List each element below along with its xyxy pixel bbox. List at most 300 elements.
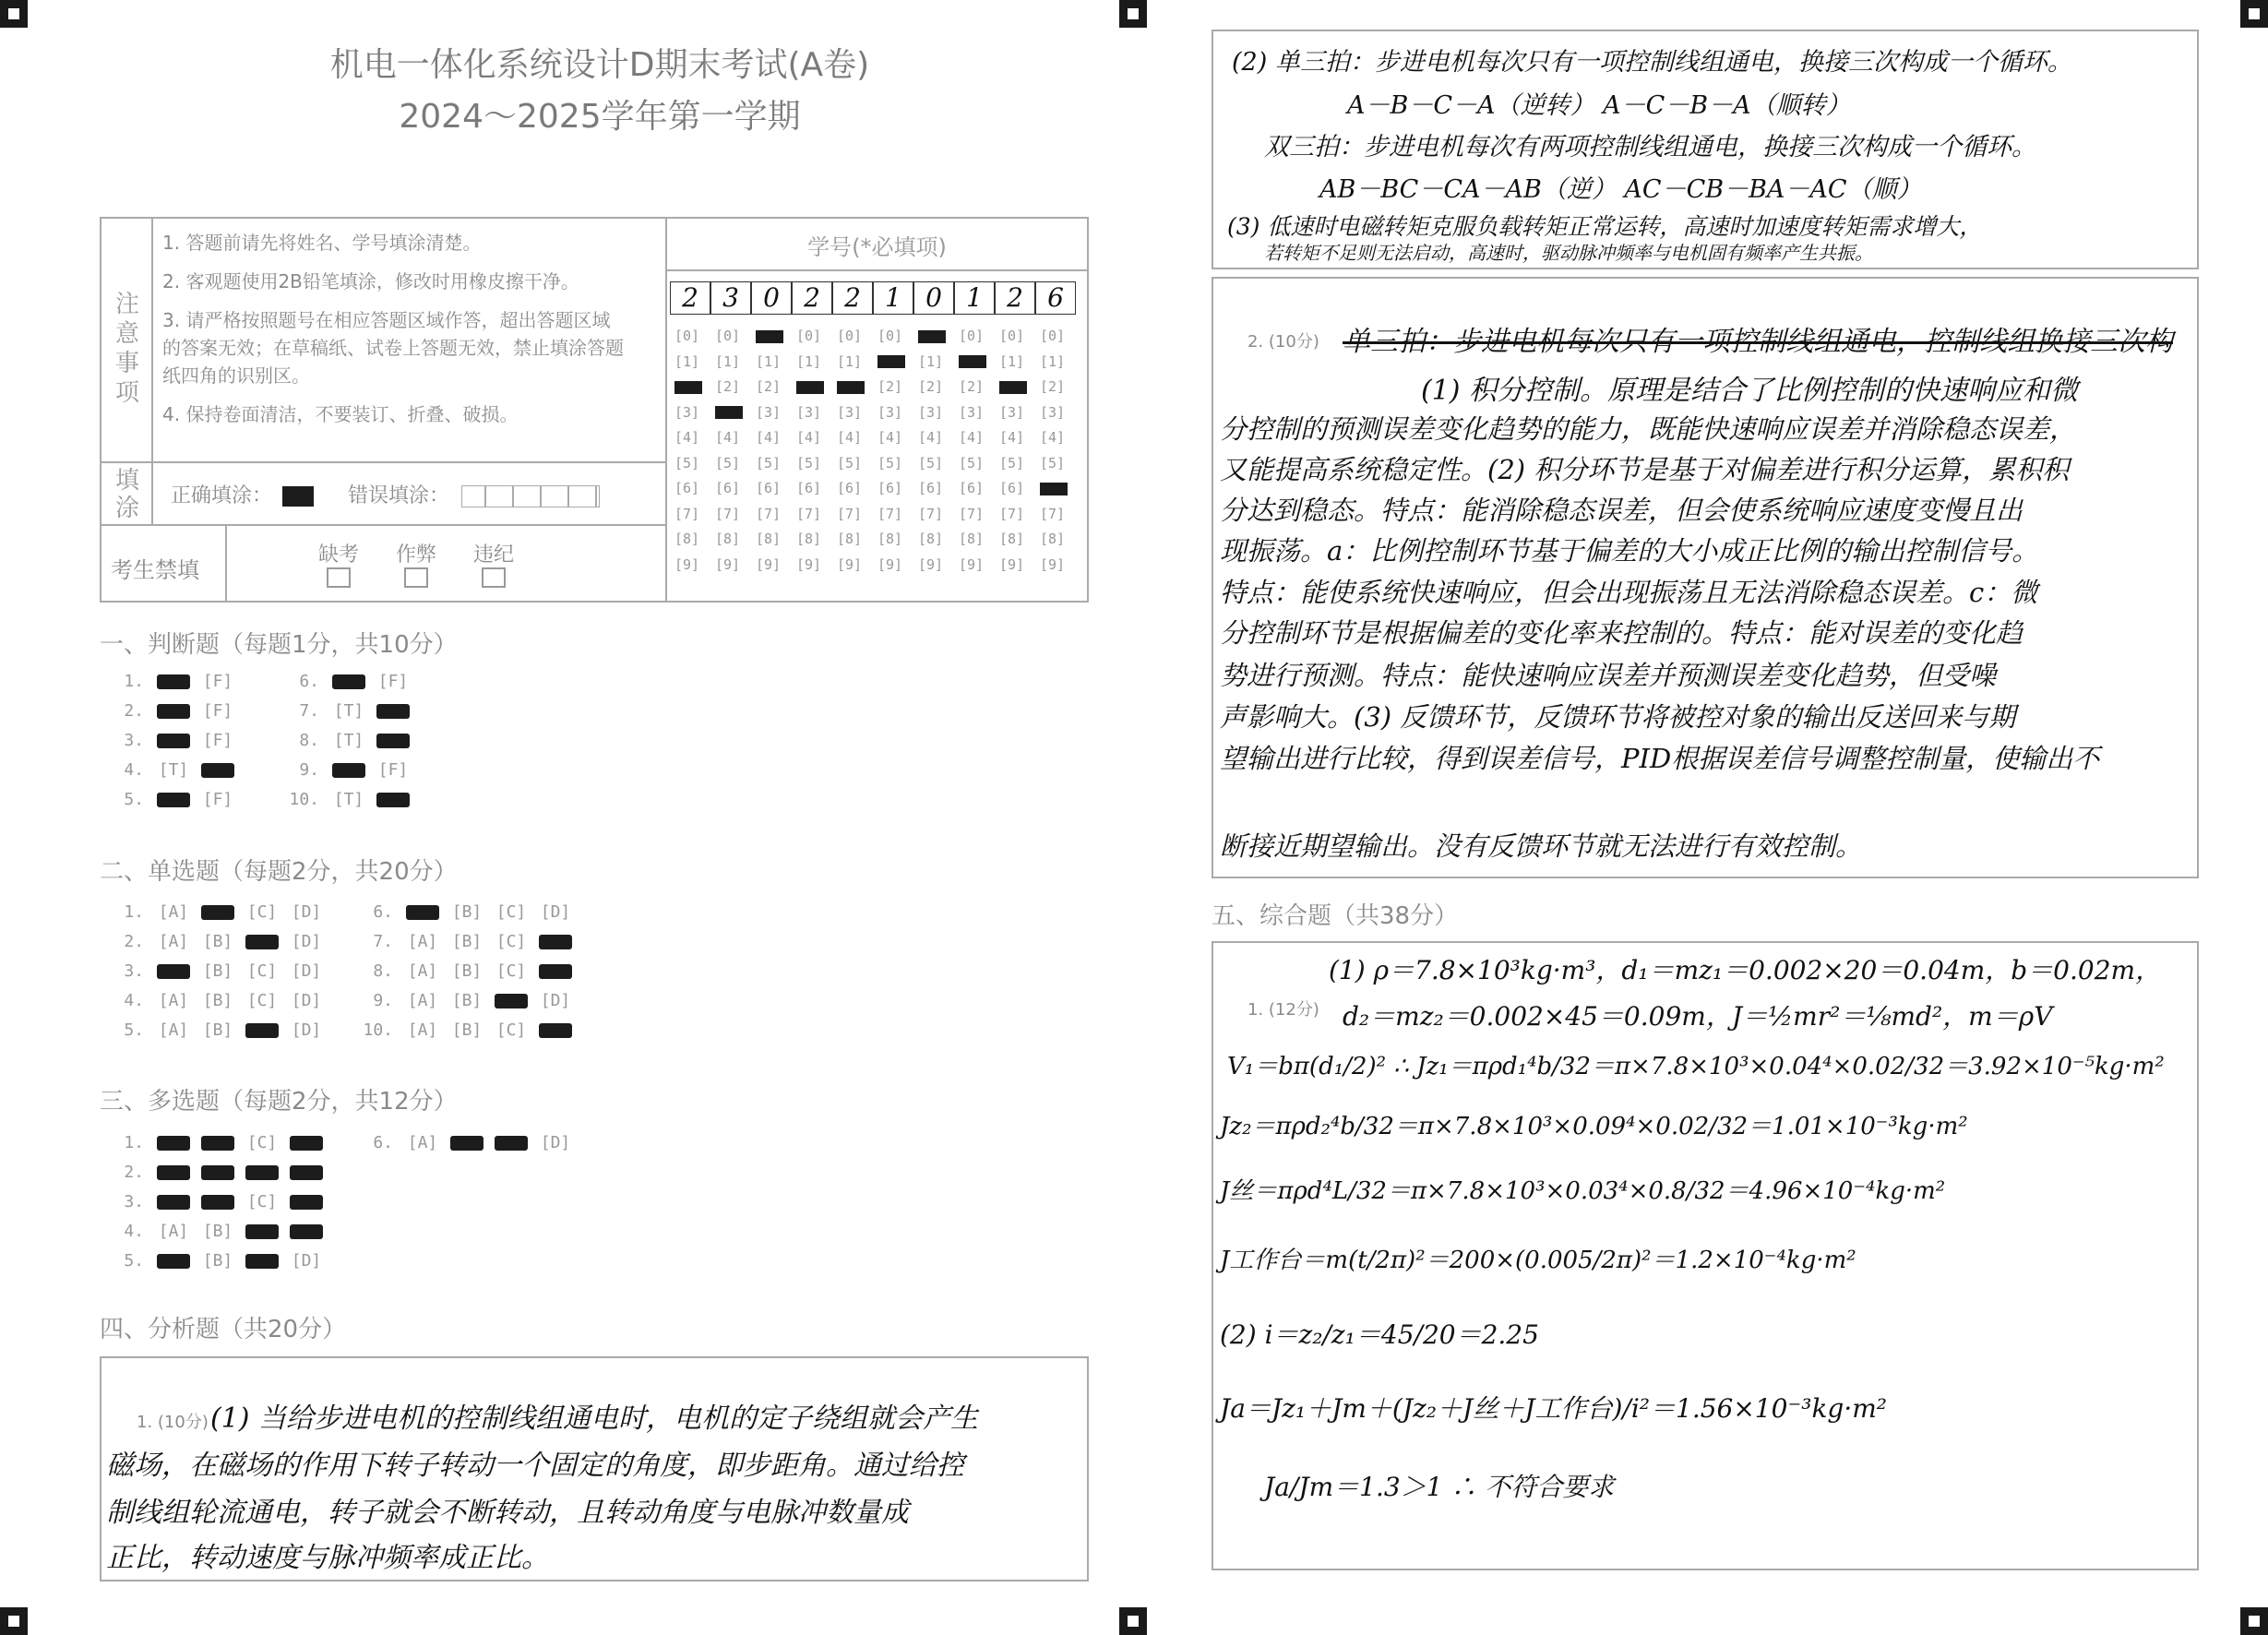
id-bubble[interactable]: [8] bbox=[1040, 531, 1066, 547]
q5-1-line: J工作台＝m(t/2π)²＝200×(0.005/2π)²＝1.2×10⁻⁴kg·m² bbox=[1220, 1247, 1856, 1274]
option-bubble[interactable]: [D] bbox=[540, 991, 571, 1010]
answer-item bbox=[286, 760, 415, 780]
filled-bubble[interactable] bbox=[539, 1023, 572, 1038]
q5-1-score: 1. (12分) bbox=[1247, 1000, 1319, 1020]
id-bubble[interactable]: [4] bbox=[796, 429, 822, 446]
id-bubble[interactable]: [0] bbox=[1040, 328, 1066, 344]
correct-fill-label: 正确填涂： bbox=[171, 484, 273, 507]
id-bubble-row bbox=[669, 429, 1075, 455]
option-bubble[interactable]: [D] bbox=[291, 991, 322, 1010]
option-bubble[interactable]: [D] bbox=[540, 1133, 571, 1152]
option-bubble[interactable]: [C] bbox=[246, 902, 278, 922]
id-bubble[interactable]: [1] bbox=[674, 352, 700, 370]
id-bubble[interactable]: [9] bbox=[1040, 555, 1066, 573]
violation-checkbox[interactable] bbox=[482, 567, 506, 588]
id-bubble[interactable]: [2] bbox=[959, 378, 985, 395]
id-bubble[interactable]: [7] bbox=[959, 505, 985, 522]
answer-item bbox=[111, 961, 328, 981]
id-bubble[interactable]: [6] bbox=[674, 480, 700, 496]
id-bubble[interactable]: [5] bbox=[918, 454, 944, 471]
q4-2-line: 特点：能使系统快速响应，但会出现振荡且无法消除稳态误差。c：微 bbox=[1220, 577, 2038, 608]
question-number: 6. bbox=[373, 902, 393, 922]
filled-bubble[interactable] bbox=[245, 1254, 279, 1269]
id-digit: 2 bbox=[670, 281, 710, 315]
option-bubble[interactable]: [B] bbox=[202, 1222, 233, 1241]
id-bubble[interactable]: [8] bbox=[877, 531, 903, 547]
cheat-checkbox[interactable] bbox=[404, 567, 428, 588]
q4-1-line: 正比，转动速度与脉冲频率成正比。 bbox=[106, 1542, 549, 1574]
q4-1-score: 1. (10分) bbox=[137, 1413, 209, 1432]
id-digit: 1 bbox=[873, 281, 913, 315]
id-bubble[interactable] bbox=[913, 328, 953, 344]
id-bubble[interactable]: [7] bbox=[756, 505, 782, 522]
question-number: 7. bbox=[299, 701, 319, 721]
filled-bubble[interactable] bbox=[245, 1224, 279, 1239]
id-bubble[interactable]: [5] bbox=[796, 454, 822, 471]
option-bubble[interactable]: [C] bbox=[495, 902, 527, 922]
id-bubble-row bbox=[669, 404, 1075, 430]
filled-bubble[interactable] bbox=[201, 763, 234, 778]
id-bubble[interactable] bbox=[710, 404, 750, 421]
answer-item bbox=[360, 991, 578, 1010]
id-bubble[interactable]: [0] bbox=[959, 328, 985, 344]
section-1-title: 一、判断题（每题1分，共10分） bbox=[100, 631, 458, 659]
option-bubble[interactable]: [B] bbox=[202, 1251, 233, 1271]
question-number: 3. bbox=[124, 961, 144, 981]
id-bubble[interactable] bbox=[791, 378, 831, 395]
id-bubble[interactable]: [0] bbox=[837, 328, 863, 344]
id-bubble[interactable]: [5] bbox=[877, 454, 903, 471]
id-digit: 3 bbox=[710, 281, 751, 315]
id-bubble[interactable]: [9] bbox=[837, 555, 863, 573]
question-number: 9. bbox=[373, 991, 393, 1010]
question-number: 2. bbox=[124, 1163, 144, 1182]
id-bubble[interactable]: [4] bbox=[877, 429, 903, 446]
id-bubble[interactable]: [9] bbox=[796, 555, 822, 573]
id-digit: 2 bbox=[832, 281, 873, 315]
id-bubble[interactable]: [6] bbox=[837, 480, 863, 496]
id-bubble[interactable]: [4] bbox=[1040, 429, 1066, 446]
student-id-boxes bbox=[670, 281, 1076, 315]
option-bubble[interactable]: [D] bbox=[291, 961, 322, 981]
option-bubble[interactable]: [A] bbox=[158, 902, 189, 922]
question-number: 8. bbox=[373, 961, 393, 981]
id-digit: 2 bbox=[792, 281, 832, 315]
id-bubble[interactable]: [4] bbox=[918, 429, 944, 446]
option-bubble[interactable]: [A] bbox=[407, 1020, 438, 1040]
wrong-fill-samples bbox=[461, 485, 600, 507]
question-number: 10. bbox=[363, 1020, 393, 1040]
q4-1-line: (1) 当给步进电机的控制线组通电时，电机的定子绕组就会产生 bbox=[210, 1402, 979, 1435]
filled-bubble[interactable] bbox=[406, 905, 439, 920]
option-bubble[interactable]: [B] bbox=[451, 961, 483, 981]
section-4-title: 四、分析题（共20分） bbox=[100, 1316, 347, 1343]
answer-item bbox=[111, 1133, 328, 1152]
id-bubble[interactable]: [2] bbox=[877, 378, 903, 395]
id-bubble[interactable]: [3] bbox=[918, 403, 944, 421]
q4-1b-line: 双三拍：步进电机每次有两项控制线组通电，换接三次构成一个循环。 bbox=[1264, 133, 2036, 161]
option-bubble[interactable]: [A] bbox=[158, 1020, 189, 1040]
id-bubble[interactable]: [4] bbox=[674, 429, 700, 446]
filled-bubble[interactable] bbox=[157, 704, 190, 719]
id-bubble[interactable]: [4] bbox=[715, 429, 741, 446]
answer-item bbox=[360, 1020, 578, 1040]
filled-bubble[interactable] bbox=[157, 1165, 190, 1180]
option-bubble[interactable]: [F] bbox=[202, 672, 233, 691]
option-bubble[interactable]: [F] bbox=[202, 790, 233, 809]
id-bubble[interactable]: [7] bbox=[1040, 505, 1066, 522]
option-bubble[interactable]: [B] bbox=[451, 932, 483, 951]
id-bubble[interactable]: [1] bbox=[756, 352, 782, 370]
wrong-fill-label: 错误填涂： bbox=[348, 484, 450, 507]
q4-2-line: 现振荡。a：比例控制环节基于偏差的大小成正比例的输出控制信号。 bbox=[1220, 535, 2039, 567]
filled-bubble[interactable] bbox=[157, 793, 190, 807]
option-bubble[interactable]: [B] bbox=[202, 1020, 233, 1040]
filled-bubble[interactable] bbox=[157, 674, 190, 689]
option-bubble[interactable]: [C] bbox=[246, 991, 278, 1010]
q5-1-line: Ja/Jm＝1.3＞1 ∴ 不符合要求 bbox=[1264, 1472, 1615, 1502]
id-bubble[interactable]: [5] bbox=[756, 454, 782, 471]
filled-bubble[interactable] bbox=[332, 763, 365, 778]
id-bubble[interactable]: [9] bbox=[918, 555, 944, 573]
note-item: 4. 保持卷面清洁，不要装订、折叠、破损。 bbox=[162, 403, 519, 425]
answer-item bbox=[286, 672, 415, 691]
note-item: 1. 答题前请先将姓名、学号填涂清楚。 bbox=[162, 232, 482, 254]
option-bubble[interactable]: [C] bbox=[495, 932, 527, 951]
corner-mark-top-middle bbox=[1119, 0, 1147, 28]
id-bubble-row bbox=[669, 378, 1075, 404]
answer-item bbox=[111, 1163, 328, 1182]
q5-1-line: V₁＝bπ(d₁/2)² ∴ Jz₁＝πρd₁⁴b/32＝π×7.8×10³×0.04⁴×0.02/32＝3.92×10⁻⁵kg·m² bbox=[1227, 1053, 2165, 1080]
filled-bubble[interactable] bbox=[157, 1136, 190, 1151]
option-bubble[interactable]: [T] bbox=[333, 790, 364, 809]
id-bubble[interactable]: [8] bbox=[959, 531, 985, 547]
filled-bubble[interactable] bbox=[450, 1136, 483, 1151]
answer-item bbox=[111, 1222, 328, 1241]
q4-1b-line: AB－BC－CA－AB（逆） AC－CB－BA－AC（顺） bbox=[1319, 175, 1922, 204]
filled-bubble[interactable] bbox=[201, 1195, 234, 1210]
option-bubble[interactable]: [D] bbox=[291, 902, 322, 922]
filled-bubble[interactable] bbox=[157, 734, 190, 748]
option-bubble[interactable]: [A] bbox=[158, 991, 189, 1010]
option-bubble[interactable]: [T] bbox=[333, 731, 364, 750]
id-bubble[interactable]: [5] bbox=[1040, 454, 1066, 471]
id-bubble[interactable]: [9] bbox=[715, 555, 741, 573]
option-bubble[interactable]: [T] bbox=[158, 760, 189, 780]
q4-1-line: 磁场，在磁场的作用下转子转动一个固定的角度，即步距角。通过给控 bbox=[106, 1450, 964, 1482]
filled-bubble[interactable] bbox=[376, 704, 410, 719]
option-bubble[interactable]: [C] bbox=[246, 961, 278, 981]
q4-2-line: 势进行预测。特点：能快速响应误差并预测误差变化趋势，但受噪 bbox=[1220, 660, 1997, 691]
answer-item bbox=[286, 731, 415, 750]
id-bubble[interactable] bbox=[994, 378, 1034, 395]
id-bubble[interactable]: [7] bbox=[918, 505, 944, 522]
id-bubble[interactable]: [5] bbox=[674, 454, 700, 471]
question-number: 3. bbox=[124, 731, 144, 750]
option-bubble[interactable]: [D] bbox=[291, 932, 322, 951]
id-bubble-row bbox=[669, 328, 1075, 353]
id-bubble[interactable]: [3] bbox=[1040, 403, 1066, 421]
id-bubble[interactable]: [1] bbox=[999, 352, 1025, 370]
q4-1b-line: A－B－C－A（逆转） A－C－B－A（顺转） bbox=[1347, 91, 1851, 120]
id-bubble[interactable]: [9] bbox=[674, 555, 700, 573]
id-bubble[interactable]: [1] bbox=[1040, 352, 1066, 370]
question-number: 4. bbox=[124, 991, 144, 1010]
filled-bubble[interactable] bbox=[201, 1165, 234, 1180]
id-bubble[interactable]: [5] bbox=[999, 454, 1025, 471]
q5-1-line: Jz₂＝πρd₂⁴b/32＝π×7.8×10³×0.09⁴×0.02/32＝1.01×10⁻³kg·m² bbox=[1220, 1113, 1968, 1140]
filled-bubble[interactable] bbox=[157, 1195, 190, 1210]
option-bubble[interactable]: [D] bbox=[540, 902, 571, 922]
option-bubble[interactable]: [C] bbox=[495, 1020, 527, 1040]
filled-bubble[interactable] bbox=[201, 1136, 234, 1151]
filled-bubble[interactable] bbox=[290, 1195, 323, 1210]
filled-bubble[interactable] bbox=[157, 964, 190, 979]
answer-item bbox=[111, 790, 240, 809]
question-number: 4. bbox=[124, 1222, 144, 1241]
id-bubble[interactable]: [8] bbox=[796, 531, 822, 547]
q4-1b-line: (2) 单三拍：步进电机每次只有一项控制线组通电，换接三次构成一个循环。 bbox=[1232, 48, 2072, 77]
option-bubble[interactable]: [A] bbox=[407, 932, 438, 951]
id-bubble[interactable]: [4] bbox=[959, 429, 985, 446]
id-bubble[interactable]: [6] bbox=[796, 480, 822, 496]
question-number: 1. bbox=[124, 902, 144, 922]
question-number: 2. bbox=[124, 932, 144, 951]
exam-status-label: 考生禁填 bbox=[111, 557, 199, 583]
answer-item bbox=[360, 1133, 578, 1152]
id-bubble[interactable]: [6] bbox=[918, 480, 944, 496]
id-bubble[interactable]: [7] bbox=[796, 505, 822, 522]
answer-item bbox=[360, 932, 578, 951]
student-id-bubble-grid[interactable] bbox=[669, 328, 1075, 581]
id-bubble[interactable]: [6] bbox=[999, 480, 1025, 496]
q5-1-line: (1) ρ＝7.8×10³kg·m³，d₁＝mz₁＝0.002×20＝0.04m，b＝0.02m， bbox=[1329, 955, 2162, 985]
filled-bubble[interactable] bbox=[539, 935, 572, 949]
id-bubble[interactable] bbox=[750, 328, 791, 344]
filled-bubble[interactable] bbox=[376, 793, 410, 807]
notes-list bbox=[162, 229, 624, 428]
filled-bubble[interactable] bbox=[290, 1136, 323, 1151]
option-bubble[interactable]: [A] bbox=[407, 991, 438, 1010]
question-number: 2. bbox=[124, 701, 144, 721]
section-3-title: 三、多选题（每题2分，共12分） bbox=[100, 1088, 458, 1116]
answer-item bbox=[111, 1251, 328, 1271]
section-5-title: 五、综合题（共38分） bbox=[1212, 902, 1459, 930]
id-bubble[interactable]: [8] bbox=[756, 531, 782, 547]
question-number: 8. bbox=[299, 731, 319, 750]
question-number: 5. bbox=[124, 1251, 144, 1271]
option-bubble[interactable]: [B] bbox=[202, 961, 233, 981]
id-bubble[interactable]: [1] bbox=[715, 352, 741, 370]
option-bubble[interactable]: [C] bbox=[495, 961, 527, 981]
id-bubble[interactable]: [3] bbox=[959, 403, 985, 421]
notes-label-cell bbox=[100, 217, 153, 461]
id-bubble[interactable] bbox=[831, 378, 872, 395]
id-bubble[interactable]: [3] bbox=[756, 403, 782, 421]
status-violation[interactable]: 违纪 bbox=[473, 539, 514, 593]
id-bubble[interactable]: [2] bbox=[715, 378, 741, 395]
id-bubble[interactable] bbox=[953, 353, 994, 370]
id-bubble[interactable]: [9] bbox=[999, 555, 1025, 573]
answer-item bbox=[111, 760, 240, 780]
divider bbox=[225, 526, 227, 603]
question-number: 9. bbox=[299, 760, 319, 780]
filled-bubble[interactable] bbox=[245, 935, 279, 949]
absent-checkbox[interactable] bbox=[327, 567, 351, 588]
id-bubble[interactable]: [5] bbox=[959, 454, 985, 471]
q4-1b-line: 若转矩不足则无法启动，高速时，驱动脉冲频率与电机固有频率产生共振。 bbox=[1264, 242, 1873, 264]
question-number: 1. bbox=[124, 1133, 144, 1152]
id-bubble[interactable]: [5] bbox=[837, 454, 863, 471]
id-bubble[interactable]: [1] bbox=[796, 352, 822, 370]
status-cheat[interactable]: 作弊 bbox=[396, 539, 436, 593]
option-bubble[interactable]: [C] bbox=[246, 1133, 278, 1152]
id-bubble[interactable]: [7] bbox=[999, 505, 1025, 522]
option-bubble[interactable]: [B] bbox=[202, 932, 233, 951]
option-bubble[interactable]: [D] bbox=[291, 1251, 322, 1271]
exam-subtitle: 2024～2025学年第一学期 bbox=[399, 98, 801, 136]
id-bubble[interactable]: [2] bbox=[918, 378, 944, 395]
id-bubble[interactable]: [6] bbox=[756, 480, 782, 496]
filled-bubble[interactable] bbox=[157, 1254, 190, 1269]
divider bbox=[100, 524, 665, 526]
id-bubble[interactable]: [8] bbox=[674, 531, 700, 547]
divider bbox=[665, 217, 667, 603]
filled-bubble[interactable] bbox=[332, 674, 365, 689]
id-digit: 0 bbox=[913, 281, 954, 315]
id-bubble[interactable]: [4] bbox=[837, 429, 863, 446]
question-number: 3. bbox=[124, 1192, 144, 1211]
id-bubble[interactable] bbox=[1034, 480, 1075, 496]
id-bubble[interactable]: [2] bbox=[756, 378, 782, 395]
id-bubble-row bbox=[669, 353, 1075, 379]
id-bubble[interactable]: [0] bbox=[796, 328, 822, 344]
q4-2-line: 分控制的预测误差变化趋势的能力，既能快速响应误差并消除稳态误差， bbox=[1220, 413, 2077, 445]
id-bubble[interactable]: [0] bbox=[715, 328, 741, 344]
id-bubble[interactable]: [0] bbox=[877, 328, 903, 344]
id-bubble[interactable] bbox=[669, 378, 710, 395]
answer-item bbox=[360, 961, 578, 981]
filled-bubble[interactable] bbox=[245, 1023, 279, 1038]
question-number: 1. bbox=[124, 672, 144, 691]
q4-2-line: 声影响大。(3) 反馈环节，反馈环节将被控对象的输出反送回来与期 bbox=[1220, 701, 2016, 733]
fill-example bbox=[171, 480, 600, 508]
option-bubble[interactable]: [A] bbox=[407, 1133, 438, 1152]
filled-bubble[interactable] bbox=[290, 1224, 323, 1239]
id-bubble[interactable]: [2] bbox=[1040, 378, 1066, 395]
option-bubble[interactable]: [D] bbox=[291, 1020, 322, 1040]
id-bubble[interactable]: [1] bbox=[918, 352, 944, 370]
option-bubble[interactable]: [B] bbox=[202, 991, 233, 1010]
filled-bubble[interactable] bbox=[495, 1136, 528, 1151]
filled-bubble[interactable] bbox=[376, 734, 410, 748]
status-absent[interactable]: 缺考 bbox=[318, 539, 359, 593]
option-bubble[interactable]: [T] bbox=[333, 701, 364, 721]
id-bubble[interactable]: [7] bbox=[837, 505, 863, 522]
answer-item bbox=[111, 932, 328, 951]
id-bubble[interactable]: [9] bbox=[959, 555, 985, 573]
option-bubble[interactable]: [B] bbox=[451, 1020, 483, 1040]
q4-2-score: 2. (10分) bbox=[1247, 332, 1319, 352]
id-bubble[interactable]: [4] bbox=[756, 429, 782, 446]
id-bubble[interactable]: [3] bbox=[877, 403, 903, 421]
id-bubble[interactable]: [7] bbox=[674, 505, 700, 522]
id-bubble[interactable]: [4] bbox=[999, 429, 1025, 446]
filled-bubble[interactable] bbox=[495, 994, 528, 1008]
answer-item bbox=[286, 790, 415, 809]
id-bubble[interactable]: [6] bbox=[877, 480, 903, 496]
id-bubble[interactable]: [8] bbox=[837, 531, 863, 547]
q4-2-struck-line: 单三拍：步进电机每次只有一项控制线组通电，控制线组换接三次构 bbox=[1343, 326, 2173, 358]
option-bubble[interactable]: [A] bbox=[407, 961, 438, 981]
id-bubble[interactable]: [5] bbox=[715, 454, 741, 471]
divider bbox=[100, 461, 665, 463]
answer-item bbox=[111, 731, 240, 750]
option-bubble[interactable]: [A] bbox=[158, 932, 189, 951]
option-bubble[interactable]: [C] bbox=[246, 1192, 278, 1211]
filled-bubble[interactable] bbox=[290, 1165, 323, 1180]
id-bubble[interactable]: [9] bbox=[756, 555, 782, 573]
id-digit: 1 bbox=[954, 281, 995, 315]
id-bubble-row bbox=[669, 531, 1075, 556]
section-2-title: 二、单选题（每题2分，共20分） bbox=[100, 858, 458, 886]
filled-bubble[interactable] bbox=[539, 964, 572, 979]
id-bubble[interactable] bbox=[872, 353, 913, 370]
id-bubble[interactable]: [3] bbox=[999, 403, 1025, 421]
id-bubble[interactable]: [8] bbox=[999, 531, 1025, 547]
question-number: 4. bbox=[124, 760, 144, 780]
id-bubble[interactable]: [6] bbox=[959, 480, 985, 496]
id-bubble[interactable]: [0] bbox=[999, 328, 1025, 344]
id-bubble-row bbox=[669, 480, 1075, 506]
answer-item bbox=[111, 701, 240, 721]
q5-1-line: (2) i＝z₂/z₁＝45/20＝2.25 bbox=[1220, 1319, 1539, 1350]
id-bubble[interactable]: [3] bbox=[674, 403, 700, 421]
option-bubble[interactable]: [F] bbox=[377, 672, 409, 691]
question-number: 6. bbox=[299, 672, 319, 691]
q5-1-line: J丝＝πρd⁴L/32＝π×7.8×10³×0.03⁴×0.8/32＝4.96×10⁻⁴kg·m² bbox=[1220, 1177, 1946, 1205]
option-bubble[interactable]: [F] bbox=[377, 760, 409, 780]
corner-mark-bottom-middle bbox=[1119, 1607, 1147, 1635]
id-bubble[interactable]: [6] bbox=[715, 480, 741, 496]
id-bubble[interactable]: [0] bbox=[674, 328, 700, 344]
id-bubble-row bbox=[669, 556, 1075, 582]
id-bubble-row bbox=[669, 506, 1075, 531]
id-bubble[interactable]: [8] bbox=[918, 531, 944, 547]
option-bubble[interactable]: [F] bbox=[202, 731, 233, 750]
id-bubble[interactable]: [3] bbox=[837, 403, 863, 421]
option-bubble[interactable]: [B] bbox=[451, 902, 483, 922]
option-bubble[interactable]: [F] bbox=[202, 701, 233, 721]
option-bubble[interactable]: [B] bbox=[451, 991, 483, 1010]
question-number: 7. bbox=[373, 932, 393, 951]
id-bubble[interactable]: [7] bbox=[715, 505, 741, 522]
q4-1b-line: (3) 低速时电磁转矩克服负载转矩正常运转，高速时加速度转矩需求增大， bbox=[1227, 213, 1983, 240]
filled-bubble[interactable] bbox=[201, 905, 234, 920]
q5-1-line: Ja＝Jz₁＋Jm＋(Jz₂＋J丝＋J工作台)/i²＝1.56×10⁻³kg·m² bbox=[1220, 1393, 1888, 1424]
id-bubble[interactable]: [3] bbox=[796, 403, 822, 421]
option-bubble[interactable]: [A] bbox=[158, 1222, 189, 1241]
question-number: 5. bbox=[124, 1020, 144, 1040]
id-bubble[interactable]: [1] bbox=[837, 352, 863, 370]
answer-item bbox=[360, 902, 578, 922]
id-bubble[interactable]: [8] bbox=[715, 531, 741, 547]
id-bubble[interactable]: [7] bbox=[877, 505, 903, 522]
id-bubble[interactable]: [9] bbox=[877, 555, 903, 573]
filled-bubble[interactable] bbox=[245, 1165, 279, 1180]
corner-mark-top-left bbox=[0, 0, 28, 28]
answer-item bbox=[111, 1020, 328, 1040]
